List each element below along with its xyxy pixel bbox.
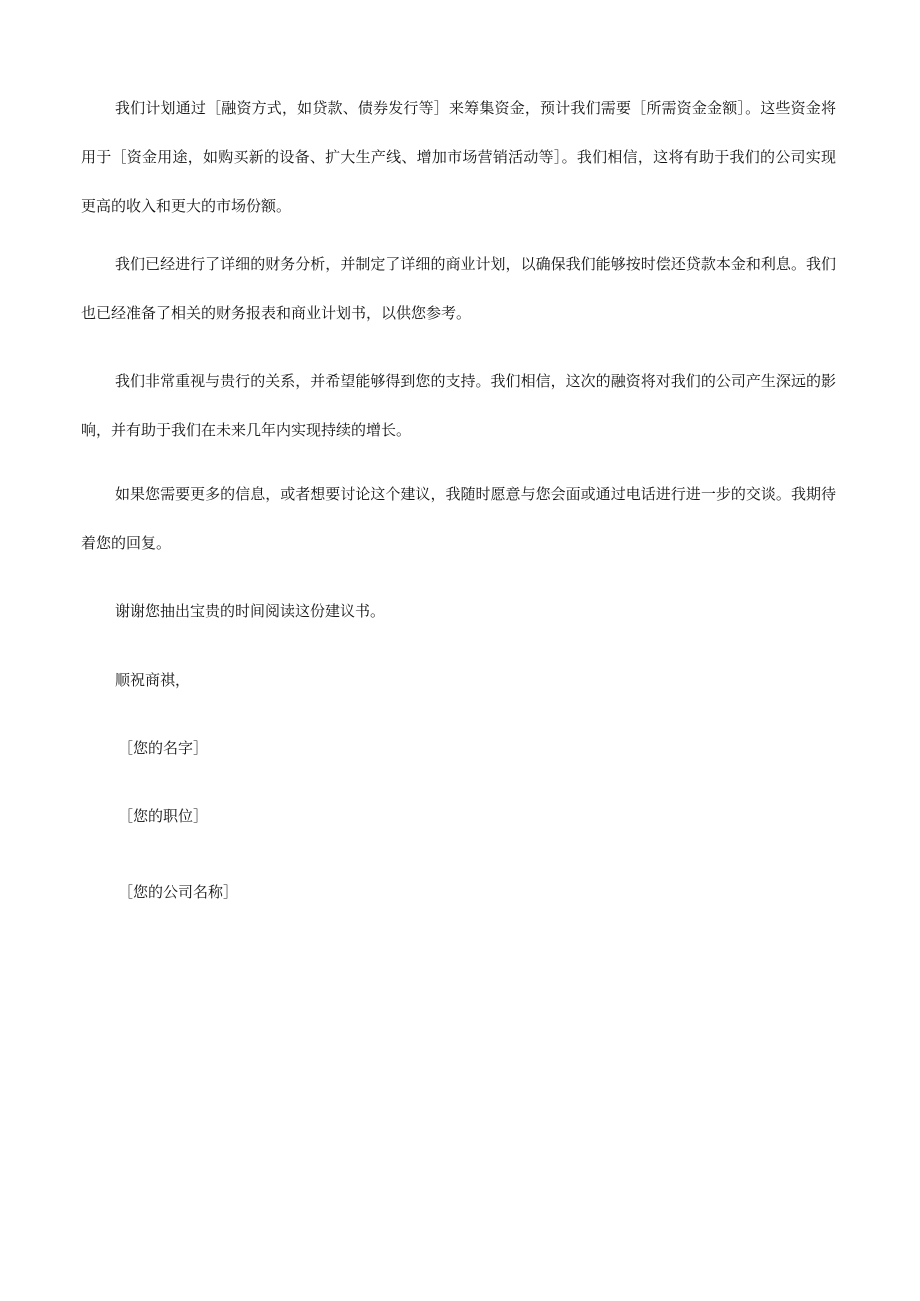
paragraph-financial-analysis: 我们已经进行了详细的财务分析，并制定了详细的商业计划，以确保我们能够按时偿还贷款本金和利息。我们也已经准备了相关的财务报表和商业计划书，以供您参考。: [81, 255, 836, 322]
signature-name: ［您的名字］: [118, 739, 209, 757]
signature-company: ［您的公司名称］: [118, 883, 239, 901]
thanks-line: 谢谢您抽出宝贵的时间阅读这份建议书。: [115, 602, 386, 620]
paragraph-financing-plan: 我们计划通过［融资方式，如贷款、债券发行等］来筹集资金，预计我们需要［所需资金金额］。这些资金将用于［资金用途，如购买新的设备、扩大生产线、增加市场营销活动等］。我们相信，这将有助于我们的公司实现更高的收入和更大的市场份额。: [81, 99, 836, 215]
paragraph-relationship: 我们非常重视与贵行的关系，并希望能够得到您的支持。我们相信，这次的融资将对我们的公司产生深远的影响，并有助于我们在未来几年内实现持续的增长。: [81, 372, 836, 439]
paragraph-contact-offer: 如果您需要更多的信息，或者想要讨论这个建议，我随时愿意与您会面或通过电话进行进一步的交谈。我期待着您的回复。: [81, 485, 836, 552]
signature-title: ［您的职位］: [118, 807, 209, 825]
closing-salutation: 顺祝商祺，: [115, 671, 191, 689]
